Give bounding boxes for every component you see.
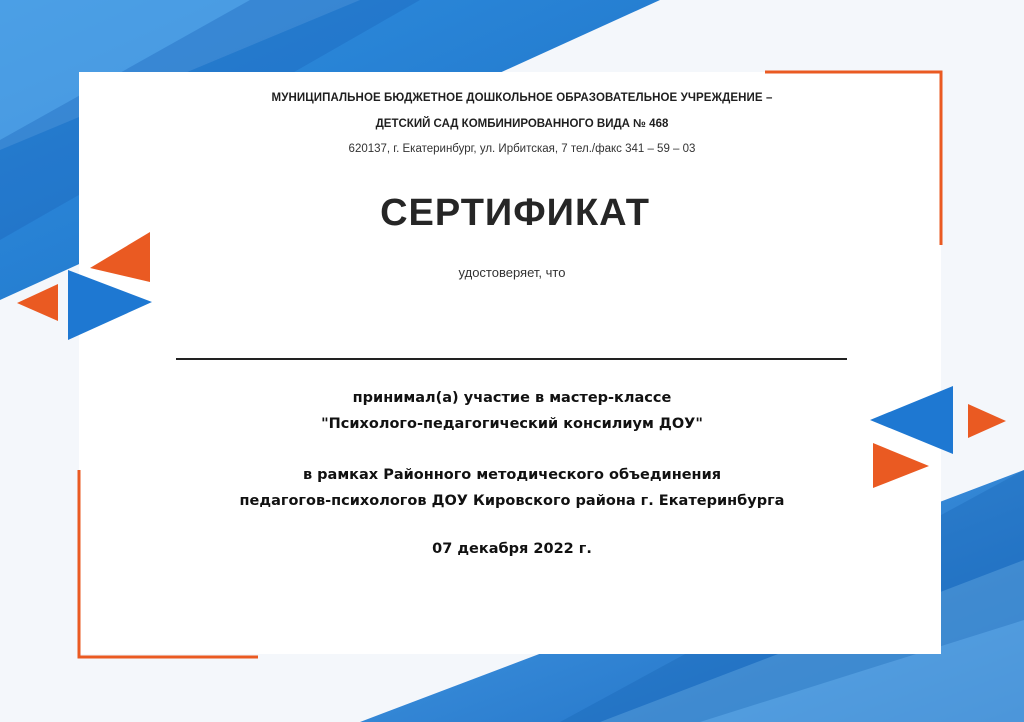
certifies-text: удостоверяет, что: [458, 265, 566, 280]
organization-line-1: МУНИЦИПАЛЬНОЕ БЮДЖЕТНОЕ ДОШКОЛЬНОЕ ОБРАЗОВАТЕЛЬНОЕ УЧРЕЖДЕНИЕ –: [271, 92, 773, 104]
event-context-line-1: в рамках Районного методического объединения: [302, 467, 722, 483]
recipient-name-line: [176, 358, 847, 360]
event-context-line-2: педагогов-психологов ДОУ Кировского района г. Екатеринбурга: [239, 493, 785, 509]
participation-text: принимал(а) участие в мастер-классе: [352, 390, 672, 406]
master-class-title: "Психолого-педагогический консилиум ДОУ": [321, 416, 703, 432]
certificate-title: СЕРТИФИКАТ: [380, 192, 650, 234]
certificate-date: 07 декабря 2022 г.: [432, 541, 592, 557]
organization-address: 620137, г. Екатеринбург, ул. Ирбитская, 7 тел./факс 341 – 59 – 03: [348, 143, 696, 155]
organization-line-2: ДЕТСКИЙ САД КОМБИНИРОВАННОГО ВИДА № 468: [375, 118, 669, 130]
certificate-card: [79, 72, 941, 654]
